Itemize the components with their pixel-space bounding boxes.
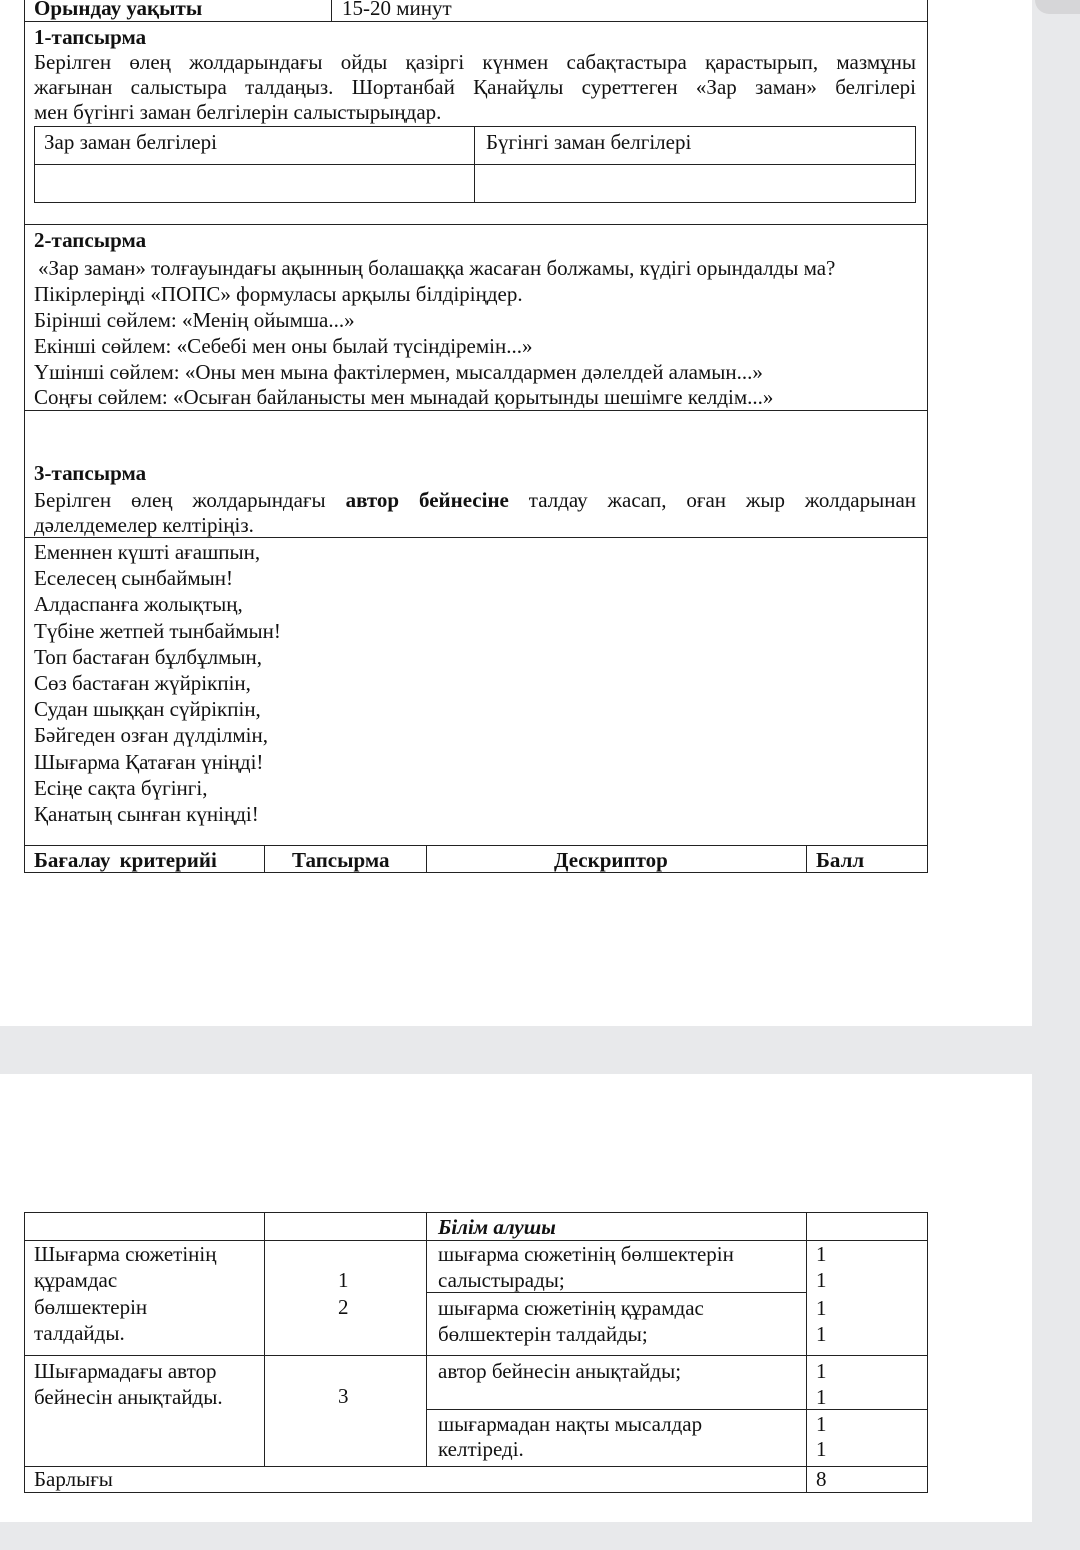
time-label: Орындау уақыты — [34, 0, 203, 20]
task2-title: 2-тапсырма — [34, 228, 147, 252]
poem-line: Сөз бастаған жүйрікпін, — [34, 671, 251, 696]
poem-line: Еселесең сынбаймын! — [34, 566, 233, 591]
header-criteria: Бағалау критерийі — [34, 848, 217, 872]
document-page-2 — [0, 1074, 1032, 1522]
total-label: Барлығы — [34, 1467, 113, 1491]
poem-line: Шығарма Қатаған үніңді! — [34, 749, 264, 774]
task2-line-2: Пікірлеріңді «ПОПС» формуласы арқылы білдіріңдер. — [34, 282, 523, 306]
task1-text-line-1: Берілген өлең жолдарындағы ойды қазіргі күнмен сабақтастыра қарастырып, мазмұны — [34, 50, 916, 74]
task2-line-4: Екінші сөйлем: «Себебі мен оны былай түсіндіремін...» — [34, 334, 533, 358]
task-number-1: 1 — [338, 1268, 349, 1292]
header-task: Тапсырма — [292, 848, 390, 872]
poem-line: Еменнен күшті ағашпын, — [34, 540, 261, 564]
points-2: 1 1 — [816, 1296, 827, 1346]
time-value: 15-20 минут — [342, 0, 452, 20]
page-edge-shadow — [1035, 0, 1080, 14]
task2-line-3: Бірінші сөйлем: «Менің ойымша...» — [34, 308, 355, 332]
poem-line: Түбіне жетпей тынбаймын! — [34, 618, 281, 643]
poem-line: Алдаспанға жолықтың, — [34, 592, 243, 617]
task-number-2: 2 — [338, 1295, 349, 1319]
points-4: 1 1 — [816, 1412, 827, 1461]
poem-line: Судан шыққан сүйрікпін, — [34, 697, 261, 722]
task3-title: 3-тапсырма — [34, 461, 147, 485]
answer-cell-past[interactable] — [36, 166, 472, 201]
task-number-3: 3 — [338, 1384, 349, 1408]
descriptor-subheader: Білім алушы — [438, 1215, 556, 1239]
answer-cell-present[interactable] — [476, 166, 914, 201]
poem — [34, 539, 281, 827]
task2-line-5: Үшінші сөйлем: «Оны мен мына фактілермен, мысалдармен дәлелдей аламын...» — [34, 360, 763, 384]
points-1: 1 1 — [816, 1242, 827, 1292]
task2-line-6: Соңғы сөйлем: «Осыған байланысты мен мынадай қорытынды шешімге келдім...» — [34, 385, 774, 409]
points-3: 1 1 — [816, 1359, 827, 1409]
task3-text-line-1: Берілген өлең жолдарындағы автор бейнесіне талдау жасап, оған жыр жолдарынан — [34, 488, 916, 512]
header-descriptor: Дескриптор — [554, 848, 668, 872]
criterion-2: Шығармадағы автор бейнесін анықтайды. — [34, 1359, 223, 1409]
task1-text-line-2: жағынан салыстыра талдаңыз. Шортанбай Қанайұлы суреттеген «Зар заман» белгілері — [34, 75, 916, 99]
task2-line-1: «Зар заман» толғауындағы ақынның болашаққа жасаған болжамы, күдігі орындалды ма? — [38, 256, 836, 280]
poem-line: Қанатың сынған күніңді! — [34, 802, 259, 827]
poem-line: Есіңе сақта бүгінгі, — [34, 775, 208, 800]
poem-line: Бәйгеден озған дүлділмін, — [34, 723, 268, 748]
total-value: 8 — [816, 1467, 827, 1491]
descriptor-1: шығарма сюжетінің бөлшектерін салыстырады; — [438, 1242, 734, 1292]
task1-text-line-3: мен бүгінгі заман белгілерін салыстырыңдар. — [34, 100, 442, 124]
header-points: Балл — [816, 848, 865, 872]
comparison-header-past: Зар заман белгілері — [44, 130, 217, 154]
poem-line: Топ бастаған бұлбұлмын, — [34, 644, 262, 669]
task3-text-line-2: дәлелдемелер келтіріңіз. — [34, 513, 254, 537]
descriptor-3: автор бейнесін анықтайды; — [438, 1359, 682, 1383]
descriptor-4: шығармадан нақты мысалдар келтіреді. — [438, 1412, 703, 1461]
task1-title: 1-тапсырма — [34, 25, 147, 49]
criterion-1: Шығарма сюжетінің құрамдас бөлшектерін талдайды. — [34, 1242, 217, 1345]
descriptor-2: шығарма сюжетінің құрамдас бөлшектерін талдайды; — [438, 1296, 704, 1346]
comparison-header-present: Бүгінгі заман белгілері — [486, 130, 692, 154]
